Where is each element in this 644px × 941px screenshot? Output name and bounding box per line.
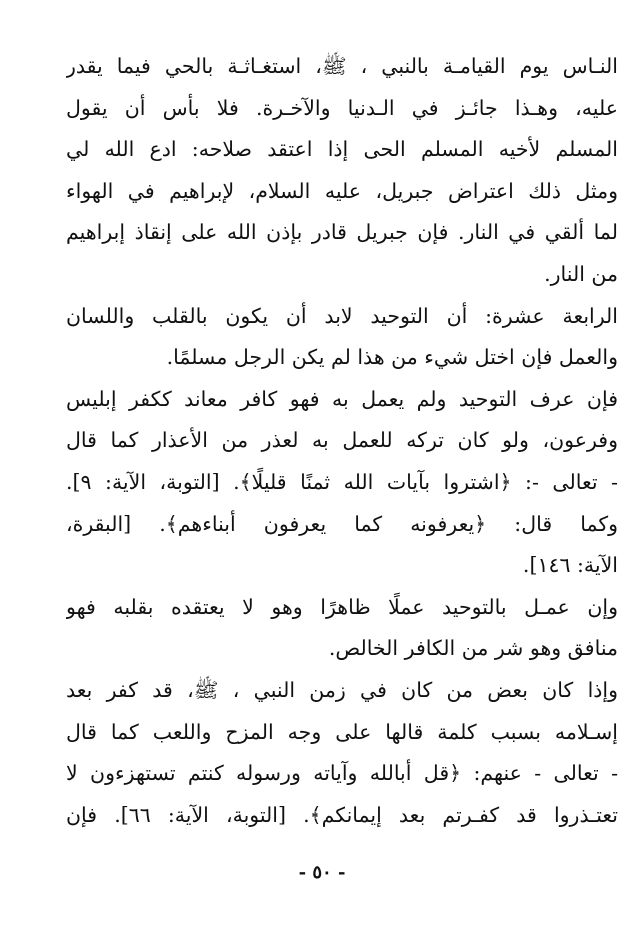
text-line: إسـلامه بسبب كلمة قالها على وجه المزح واللعب كما قال: [66, 719, 618, 744]
text-line: فإن عرف التوحيد ولم يعمل به فهو كافر معاند ككفر إبليس: [66, 386, 618, 411]
text-line: وإن عمـل بالتوحيد عملًا ظاهرًا وهو لا يعتقده بقلبه فهو: [66, 594, 618, 619]
page-number: - ٥٠ -: [298, 862, 346, 883]
text-line: تعتـذروا قد كفـرتم بعد إيمانكم﴾. [التوبة، الآية: ٦٦]. فإن: [66, 802, 618, 827]
text-line: من النار.: [544, 261, 618, 286]
text-line: الآية: ١٤٦].: [522, 553, 618, 578]
text-line: عليه، وهـذا جائـز في الـدنيا والآخـرة. فلا بأس أن يقول: [66, 95, 618, 120]
text-line: وكما قال: ﴿يعرفونه كما يعرفون أبناءهم﴾. [البقرة،: [66, 511, 618, 536]
text-line: وفرعون، ولو كان تركه للعمل به لعذر من الأعذار كما قال: [66, 428, 618, 453]
text-line: منافق وهو شر من الكافر الخالص.: [328, 636, 618, 661]
text-line: المسلم لأخيه المسلم الحى إذا اعتقد صلاحه: ادع الله لي: [66, 137, 618, 162]
text-line: وإذا كان بعض من كان في زمن النبي ، ﷺ، قد كفر بعد: [66, 677, 618, 702]
text-line: - تعالى -: ﴿اشتروا بآيات الله ثمنًا قليلًا﴾. [التوبة، الآية: ٩].: [66, 469, 618, 494]
text-line: النـاس يوم القيامـة بالنبي ، ﷺ، استغـاثـة بالحي فيما يقدر: [66, 54, 618, 78]
page-text: [66, 46, 618, 836]
text-line: والعمل فإن اختل شيء من هذا لم يكن الرجل مسلمًا.: [166, 345, 618, 370]
text-line: - تعالى - عنهم: ﴿قل أبالله وآياته ورسوله كنتم تستهزءون لا: [66, 761, 618, 786]
text-line: لما ألقي في النار. فإن جبريل قادر بإذن الله على إنقاذ إبراهيم: [66, 220, 618, 245]
text-line: ومثل ذلك اعتراض جبريل، عليه السلام، لإبراهيم في الهواء: [66, 178, 618, 203]
text-line: الرابعة عشرة: أن التوحيد لابد أن يكون بالقلب واللسان: [66, 303, 618, 328]
